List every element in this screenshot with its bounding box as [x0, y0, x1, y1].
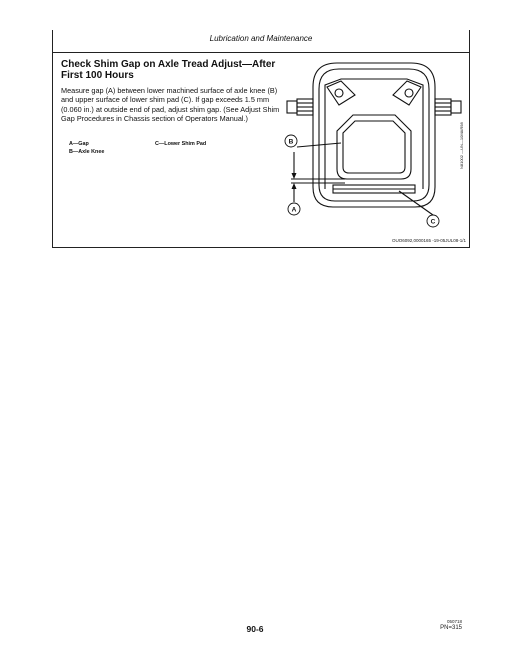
- page-code-small: 050718: [446, 619, 462, 624]
- page-pn: PN=315: [440, 625, 462, 631]
- legend-item-axle-knee: B—Axle Knee: [69, 148, 105, 155]
- axle-shim-diagram: [283, 57, 469, 229]
- legend-item-lower-shim-pad: C—Lower Shim Pad: [155, 141, 207, 147]
- procedure-title: Check Shim Gap on Axle Tread Adjust—After First 100 Hours: [61, 59, 276, 81]
- callout-a: A: [291, 206, 297, 214]
- section-header: Lubrication and Maintenance: [209, 34, 313, 43]
- callout-c: C: [430, 218, 436, 226]
- maintenance-procedure-box: [52, 52, 470, 248]
- page-number: 90-6: [246, 624, 264, 634]
- procedure-instructions: Measure gap (A) between lower machined surface of axle knee (B) and upper surface of lower shim pad (C). If gap exceeds 1.5 mm (0.060 in.) at outside end of pad, adjust shim gap. (See Adjust Shim Gap Procedures in Chassis section of Operators Manual.): [61, 86, 280, 123]
- page-code: [440, 619, 462, 631]
- callout-b: B: [288, 138, 294, 146]
- legend-item-gap: A—Gap: [69, 141, 89, 147]
- figure-id: N81002 —UN—10MAR98: [459, 122, 464, 169]
- reference-id: OUO6092,0000165 -19-05JUL08-1/1: [391, 238, 466, 243]
